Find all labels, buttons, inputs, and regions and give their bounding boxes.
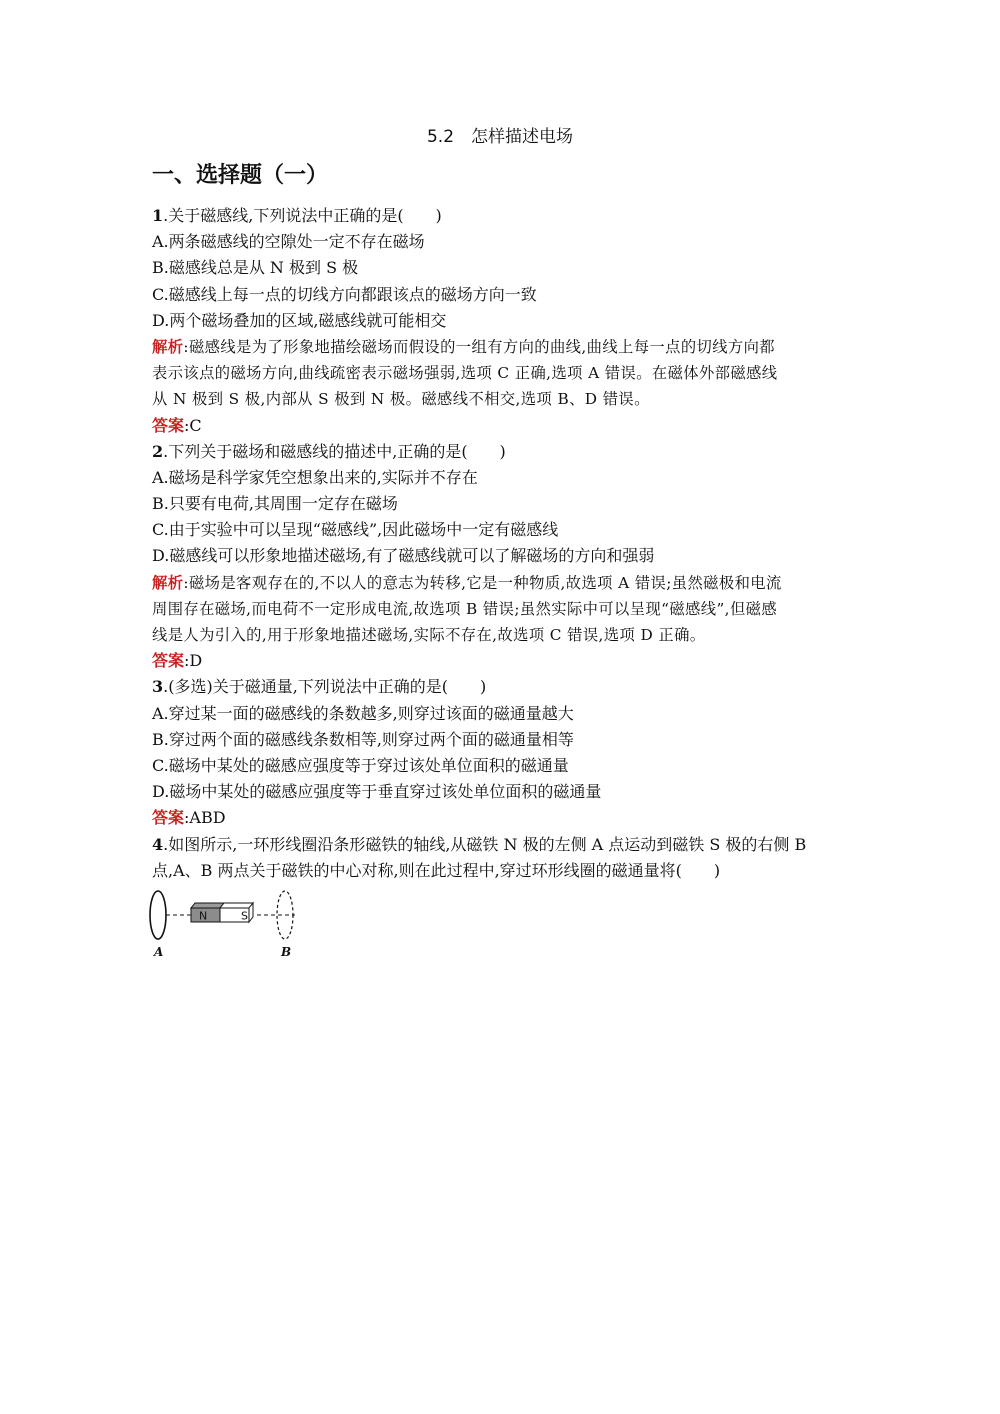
explanation-line: 从 N 极到 S 极,内部从 S 极到 N 极。磁感线不相交,选项 B、D 错误。 [152, 390, 650, 409]
answer-line [152, 413, 852, 439]
magnet-coil-figure [145, 888, 315, 960]
explanation-line [152, 334, 852, 360]
question-text: .(多选)关于磁通量,下列说法中正确的是( ) [163, 677, 487, 697]
question-2 [152, 439, 852, 675]
explanation-label: 解析 [152, 573, 184, 592]
question-stem [152, 832, 852, 858]
question-list [152, 203, 852, 884]
magnet-n-top [191, 903, 224, 908]
pole-s-label: S [241, 909, 248, 923]
pole-n-label: N [199, 909, 208, 923]
explanation-text: :磁场是客观存在的,不以人的意志为转移,它是一种物质,故选项 A 错误;虽然磁极和电流 [183, 573, 782, 592]
option-a: A.磁场是科学家凭空想象出来的,实际并不存在 [152, 467, 478, 487]
question-number: 2 [152, 441, 164, 461]
question-stem [152, 203, 852, 229]
option-b: B.只要有电荷,其周围一定存在磁场 [152, 494, 398, 514]
option-d: D.磁感线可以形象地描述磁场,有了磁感线就可以了解磁场的方向和强弱 [152, 546, 655, 566]
option-c: C.由于实验中可以呈现“磁感线”,因此磁场中一定有磁感线 [152, 520, 559, 540]
explanation-line [152, 570, 852, 596]
explanation-line: 表示该点的磁场方向,曲线疏密表示磁场强弱,选项 C 正确,选项 A 错误。在磁体外部磁感线 [152, 364, 778, 383]
question-text-cont: 点,A、B 两点关于磁铁的中心对称,则在此过程中,穿过环形线圈的磁通量将( ) [152, 860, 721, 880]
explanation-line: 周围存在磁场,而电荷不一定形成电流,故选项 B 错误;虽然实际中可以呈现“磁感线”,但磁感 [152, 599, 778, 618]
explanation-label: 解析 [152, 337, 184, 356]
question-text: .如图所示,一环形线圈沿条形磁铁的轴线,从磁铁 N 极的左侧 A 点运动到磁铁 S 极的右侧 B [163, 834, 807, 854]
option-b: B.磁感线总是从 N 极到 S 极 [152, 258, 359, 278]
coil-a-ring [150, 891, 166, 939]
question-1 [152, 203, 852, 439]
answer-line [152, 648, 852, 674]
answer-value: :ABD [184, 808, 226, 828]
question-stem [152, 439, 852, 465]
answer-line [152, 805, 852, 831]
explanation-line: 线是人为引入的,用于形象地描述磁场,实际不存在,故选项 C 错误,选项 D 正确。 [152, 626, 706, 644]
question-stem [152, 674, 852, 700]
question-number: 3 [152, 677, 164, 697]
option-a: A.两条磁感线的空隙处一定不存在磁场 [152, 232, 425, 252]
option-c: C.磁感线上每一点的切线方向都跟该点的磁场方向一致 [152, 284, 537, 304]
point-a-label: A [154, 945, 164, 959]
answer-value: :C [184, 415, 202, 435]
answer-value: :D [184, 651, 203, 671]
answer-label: 答案 [152, 415, 185, 435]
question-3 [152, 674, 852, 831]
option-d: D.两个磁场叠加的区域,磁感线就可能相交 [152, 310, 447, 330]
option-c: C.磁场中某处的磁感应强度等于穿过该处单位面积的磁通量 [152, 755, 569, 775]
option-a: A.穿过某一面的磁感线的条数越多,则穿过该面的磁通量越大 [152, 703, 574, 723]
magnet-s-top [220, 903, 253, 908]
answer-label: 答案 [152, 808, 185, 828]
answer-label: 答案 [152, 651, 185, 671]
point-b-label: B [281, 945, 292, 959]
question-text: .关于磁感线,下列说法中正确的是( ) [163, 206, 442, 225]
question-number: 1 [152, 206, 164, 225]
question-4 [152, 832, 852, 884]
section-heading: 一、选择题（一） [152, 163, 329, 188]
question-number: 4 [152, 834, 164, 854]
option-b: B.穿过两个面的磁感线条数相等,则穿过两个面的磁通量相等 [152, 729, 574, 749]
option-d: D.磁场中某处的磁感应强度等于垂直穿过该处单位面积的磁通量 [152, 782, 602, 802]
question-text: .下列关于磁场和磁感线的描述中,正确的是( ) [163, 441, 506, 461]
explanation-text: :磁感线是为了形象地描绘磁场而假设的一组有方向的曲线,曲线上每一点的切线方向都 [183, 337, 776, 356]
page-title: 5.2 怎样描述电场 [426, 127, 574, 147]
